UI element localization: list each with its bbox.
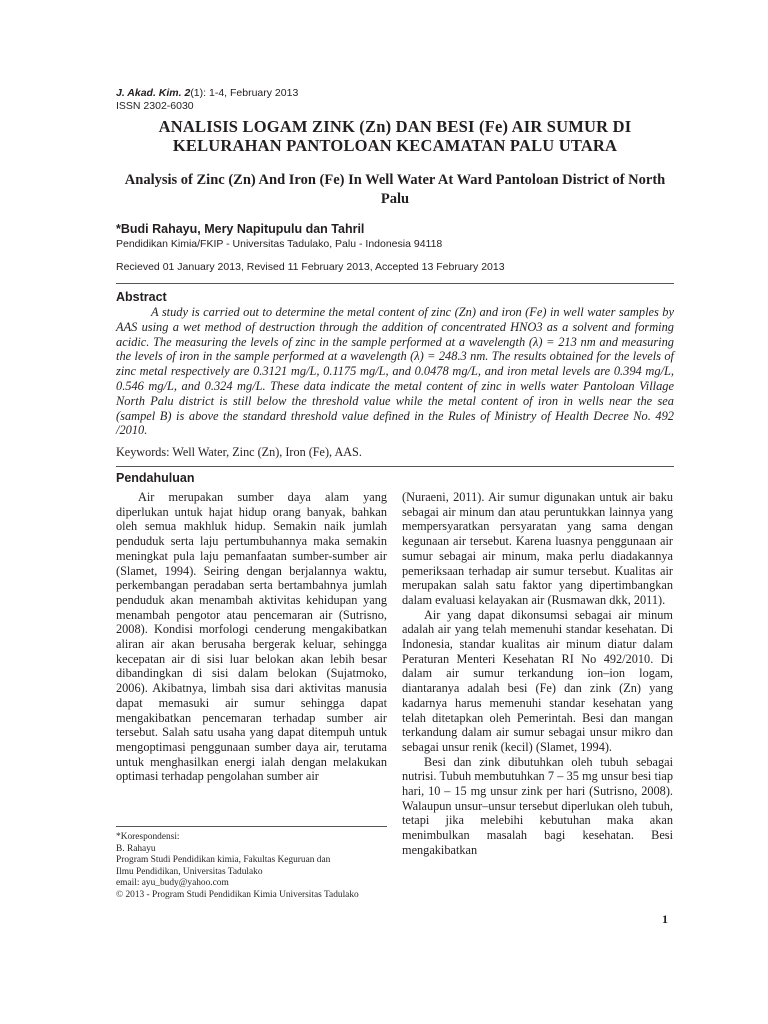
footnote-divider <box>116 826 387 827</box>
affiliation: Pendidikan Kimia/FKIP - Universitas Tadulako, Palu - Indonesia 94118 <box>116 238 443 250</box>
paragraph: Besi dan zink dibutuhkan oleh tubuh sebagai nutrisi. Tubuh membutuhkan 7 – 35 mg unsur besi tiap hari, 10 – 15 mg unsur zink per hari (Sutrisno, 2008). Walaupun unsur–unsur tersebut diperlukan oleh tubuh, tetapi jika melebihi kebutuhan maka akan menimbulkan masalah bagi kesehatan. Besi mengakibatkan <box>402 754 673 857</box>
journal-name: J. Akad. Kim. 2 <box>116 87 191 99</box>
body-column-left <box>116 490 387 784</box>
correspondence-footnote <box>116 832 391 902</box>
body-column-right <box>402 490 673 858</box>
footnote-line: *Korespondensi: <box>116 832 180 842</box>
author-list: *Budi Rahayu, Mery Napitupulu dan Tahril <box>116 222 365 236</box>
page-number: 1 <box>662 912 668 926</box>
footnote-email: email: ayu_budy@yahoo.com <box>116 878 229 889</box>
journal-details: (1): 1-4, February 2013 <box>190 87 299 99</box>
footnote-line: B. Rahayu <box>116 843 156 854</box>
section-heading-introduction: Pendahuluan <box>116 471 195 485</box>
submission-dates: Recieved 01 January 2013, Revised 11 February 2013, Accepted 13 February 2013 <box>116 261 505 273</box>
paragraph: Air yang dapat dikonsumsi sebagai air minum adalah air yang telah memenuhi standar kesehatan. Di Indonesia, standar kualitas air minum diatur dalam Peraturan Menteri Kesehatan RI No 492/2010. Di dalam air sumur terkandung ion–ion logam, diantaranya adalah besi (Fe) dan zink (Zn) yang kadarnya harus memenuhi standar kesehatan yang telah ditetapkan oleh Pemerintah. Besi dan mangan terkandung dalam air sumur sebagai unsur mikro dan sebagai unsur renik (kecil) (Slamet, 1994). <box>402 607 673 754</box>
title-english: Analysis of Zinc (Zn) And Iron (Fe) In Well Water At Ward Pantoloan District of North Palu <box>124 172 666 207</box>
footnote-line: Program Studi Pendidikan kimia, Fakultas Keguruan dan <box>116 855 331 866</box>
journal-citation <box>116 87 298 100</box>
footnote-line: Ilmu Pendidikan, Universitas Tadulako <box>116 866 263 877</box>
divider <box>116 283 674 284</box>
issn: ISSN 2302-6030 <box>116 100 194 112</box>
paragraph: Air merupakan sumber daya alam yang diperlukan untuk hajat hidup orang banyak, bahkan oleh semua makhluk hidup. Semakin naik jumlah penduduk serta laju pertumbuhannya maka semakin meningkat pula laju pemanfaatan sumber-sumber air (Slamet, 1994). Seiring dengan berjalannya waktu, perkembangan peradaban serta bertambahnya jumlah penduduk akan menambah aktivitas kehidupan yang menambah pengotor atau pencemaran air (Sutrisno, 2008). Kondisi morfologi cenderung mengakibatkan aliran air akan berusaha bergerak keluar, sehingga kecepatan air di sisi luar belokan akan lebih besar dibandingkan di sisi dalam belokan (Sujatmoko, 2006). Akibatnya, limbah sisa dari aktivitas manusia dapat memasuki air sumur sehingga dapat mengakibatkan pencemaran terhadap sumber air tersebut. Salah satu usaha yang dapat ditempuh untuk mengoptimasi penggunaan sumber daya air, terutama untuk menghasilkan energi ialah dengan melakukan optimasi terhadap pengolahan sumber air <box>116 490 387 784</box>
keywords: Keywords: Well Water, Zinc (Zn), Iron (Fe), AAS. <box>116 445 362 459</box>
abstract-heading: Abstract <box>116 290 167 304</box>
abstract-text: A study is carried out to determine the metal content of zinc (Zn) and iron (Fe) in well water samples by AAS using a wet method of destruction through the addition of concentrated HNO3 as a solvent and forming acidic. The measuring the levels of zinc in the sample performed at a wavelength (λ) = 213 nm and measuring the levels of iron in the sample performed at a wavelength (λ) = 248.3 nm. The results obtained for the levels of zinc metal respectively are 0.3121 mg/L, 0.1175 mg/L, and 0.0478 mg/L, and iron metal levels are 0.394 mg/L, 0.546 mg/L, and 0.324 mg/L. These data indicate the metal content of zinc in wells water Pantoloan Village North Palu district is still below the threshold value while the metal content of iron in wells near the sea (sampel B) is above the standard threshold value defined in the Rules of Ministry of Health Decree No. 492 /2010. <box>116 305 674 438</box>
title-indonesian: ANALISIS LOGAM ZINK (Zn) DAN BESI (Fe) AIR SUMUR DI KELURAHAN PANTOLOAN KECAMATAN PALU UTARA <box>158 117 632 155</box>
copyright-line: © 2013 - Program Studi Pendidikan Kimia Universitas Tadulako <box>116 889 359 900</box>
divider <box>116 466 674 467</box>
paragraph: (Nuraeni, 2011). Air sumur digunakan untuk air baku sebagai air minum dan atau peruntukkan lainnya yang mempersyaratkan persyaratan yang sama dengan kegunaan air tersebut. Karena luasnya penggunaan air sumur sebagai air minum, maka perlu diadakannya pemeriksaan terhadap air sumur tersebut. Kualitas air merupakan salah satu faktor yang dipertimbangkan dalam evaluasi kelayakan air (Rusmawan dkk, 2011). <box>402 490 673 607</box>
